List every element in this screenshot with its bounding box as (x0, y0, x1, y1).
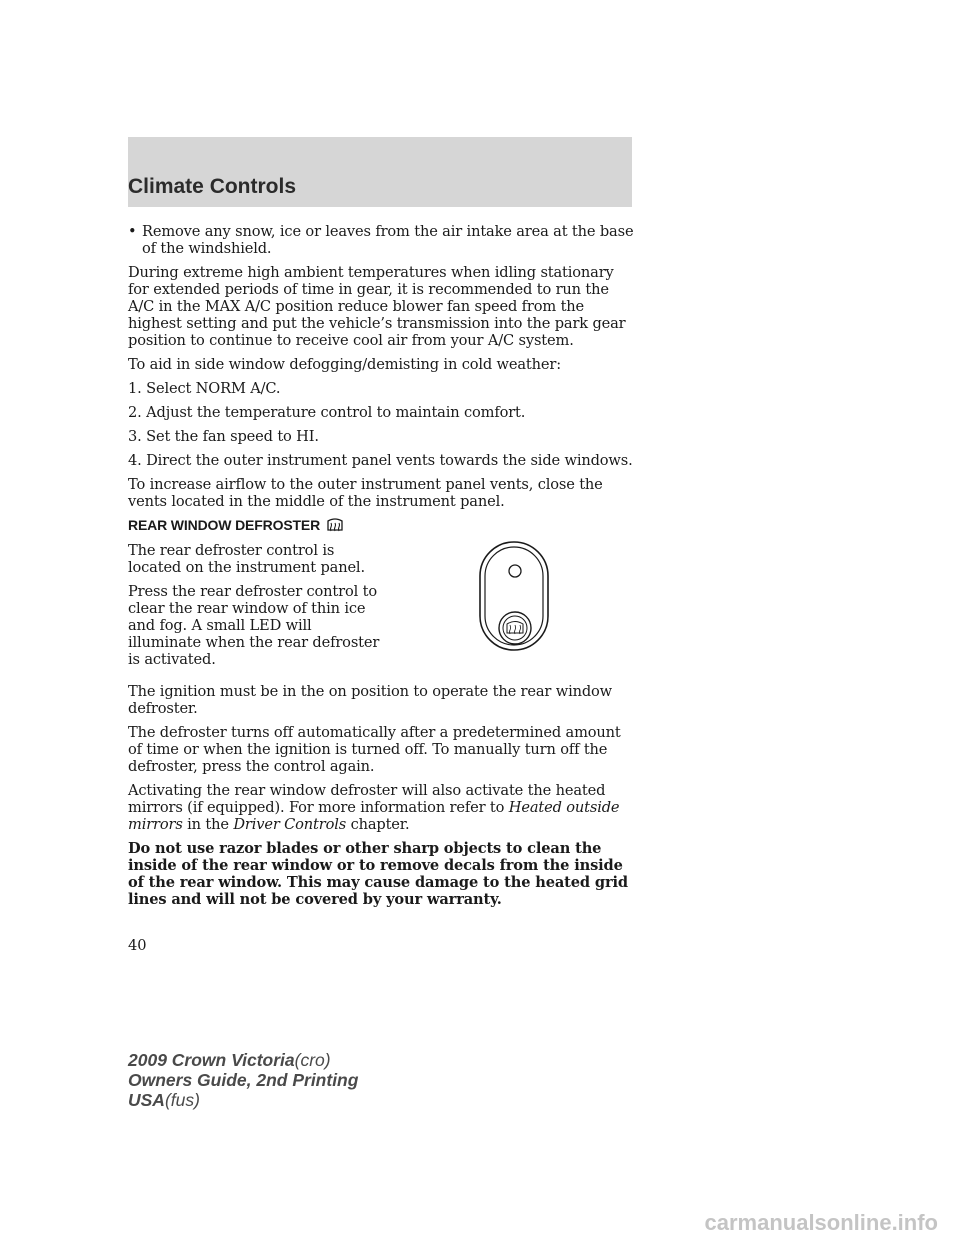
rear-defrost-icon (326, 518, 344, 533)
bullet-dot-icon: • (128, 223, 137, 240)
rear-defroster-control-illustration (478, 540, 550, 652)
paragraph-text: Activating the rear window defroster will also activate the heated mirrors (if equipped). For more information refer to (128, 782, 606, 816)
step-item: 4. Direct the outer instrument panel vents towards the side windows. (128, 452, 633, 469)
list-item (128, 223, 634, 257)
page-number: 40 (128, 937, 147, 954)
footer-line (128, 1050, 358, 1070)
paragraph: To increase airflow to the outer instrument panel vents, close the vents located in the middle of the instrument panel. (128, 476, 603, 510)
footer-code: (cro) (294, 1050, 331, 1070)
paragraph: During extreme high ambient temperatures when idling stationary for extended periods of time in gear, it is recommended to run the A/C in the MAX A/C position reduce blower fan speed from the highest setting and put the vehicle’s transmission into the park gear position to continue to receive cool air from your A/C system. (128, 264, 626, 349)
paragraph: Press the rear defroster control to clear the rear window of thin ice and fog. A small LED will illuminate when the rear defroster is activated. (128, 583, 380, 668)
warning-text: Do not use razor blades or other sharp objects to clean the inside of the rear window or to remove decals from the inside of the rear window. This may cause damage to the heated grid lines and will not be covered by your warranty. (128, 840, 628, 908)
cross-reference: Driver Controls (233, 816, 347, 833)
footer (128, 1050, 358, 1110)
paragraph (128, 782, 634, 833)
step-item: 1. Select NORM A/C. (128, 380, 281, 397)
paragraph: The ignition must be in the on position to operate the rear window defroster. (128, 683, 613, 717)
main-content (128, 223, 634, 915)
footer-line: Owners Guide, 2nd Printing (128, 1070, 359, 1090)
footer-code: (fus) (164, 1090, 200, 1110)
section-heading (128, 517, 634, 534)
paragraph: To aid in side window defogging/demisting in cold weather: (128, 356, 561, 373)
watermark: carmanualsonline.info (704, 1210, 938, 1235)
paragraph-text: chapter. (346, 816, 410, 833)
paragraph: The defroster turns off automatically after a predetermined amount of time or when the ignition is turned off. To manually turn off the defroster, press the control again. (128, 724, 621, 775)
footer-region: USA (128, 1090, 165, 1110)
paragraph-text: in the (182, 816, 234, 833)
step-item: 2. Adjust the temperature control to maintain comfort. (128, 404, 526, 421)
section-heading-text: REAR WINDOW DEFROSTER (128, 517, 321, 533)
cross-reference: Heated outside mirrors (128, 799, 620, 833)
footer-line (128, 1090, 358, 1110)
step-item: 3. Set the fan speed to HI. (128, 428, 319, 445)
bullet-text: Remove any snow, ice or leaves from the air intake area at the base of the windshield. (142, 223, 634, 257)
paragraph: The rear defroster control is located on the instrument panel. (128, 542, 365, 576)
page-title: Climate Controls (128, 175, 297, 198)
footer-title: 2009 Crown Victoria (128, 1050, 295, 1070)
